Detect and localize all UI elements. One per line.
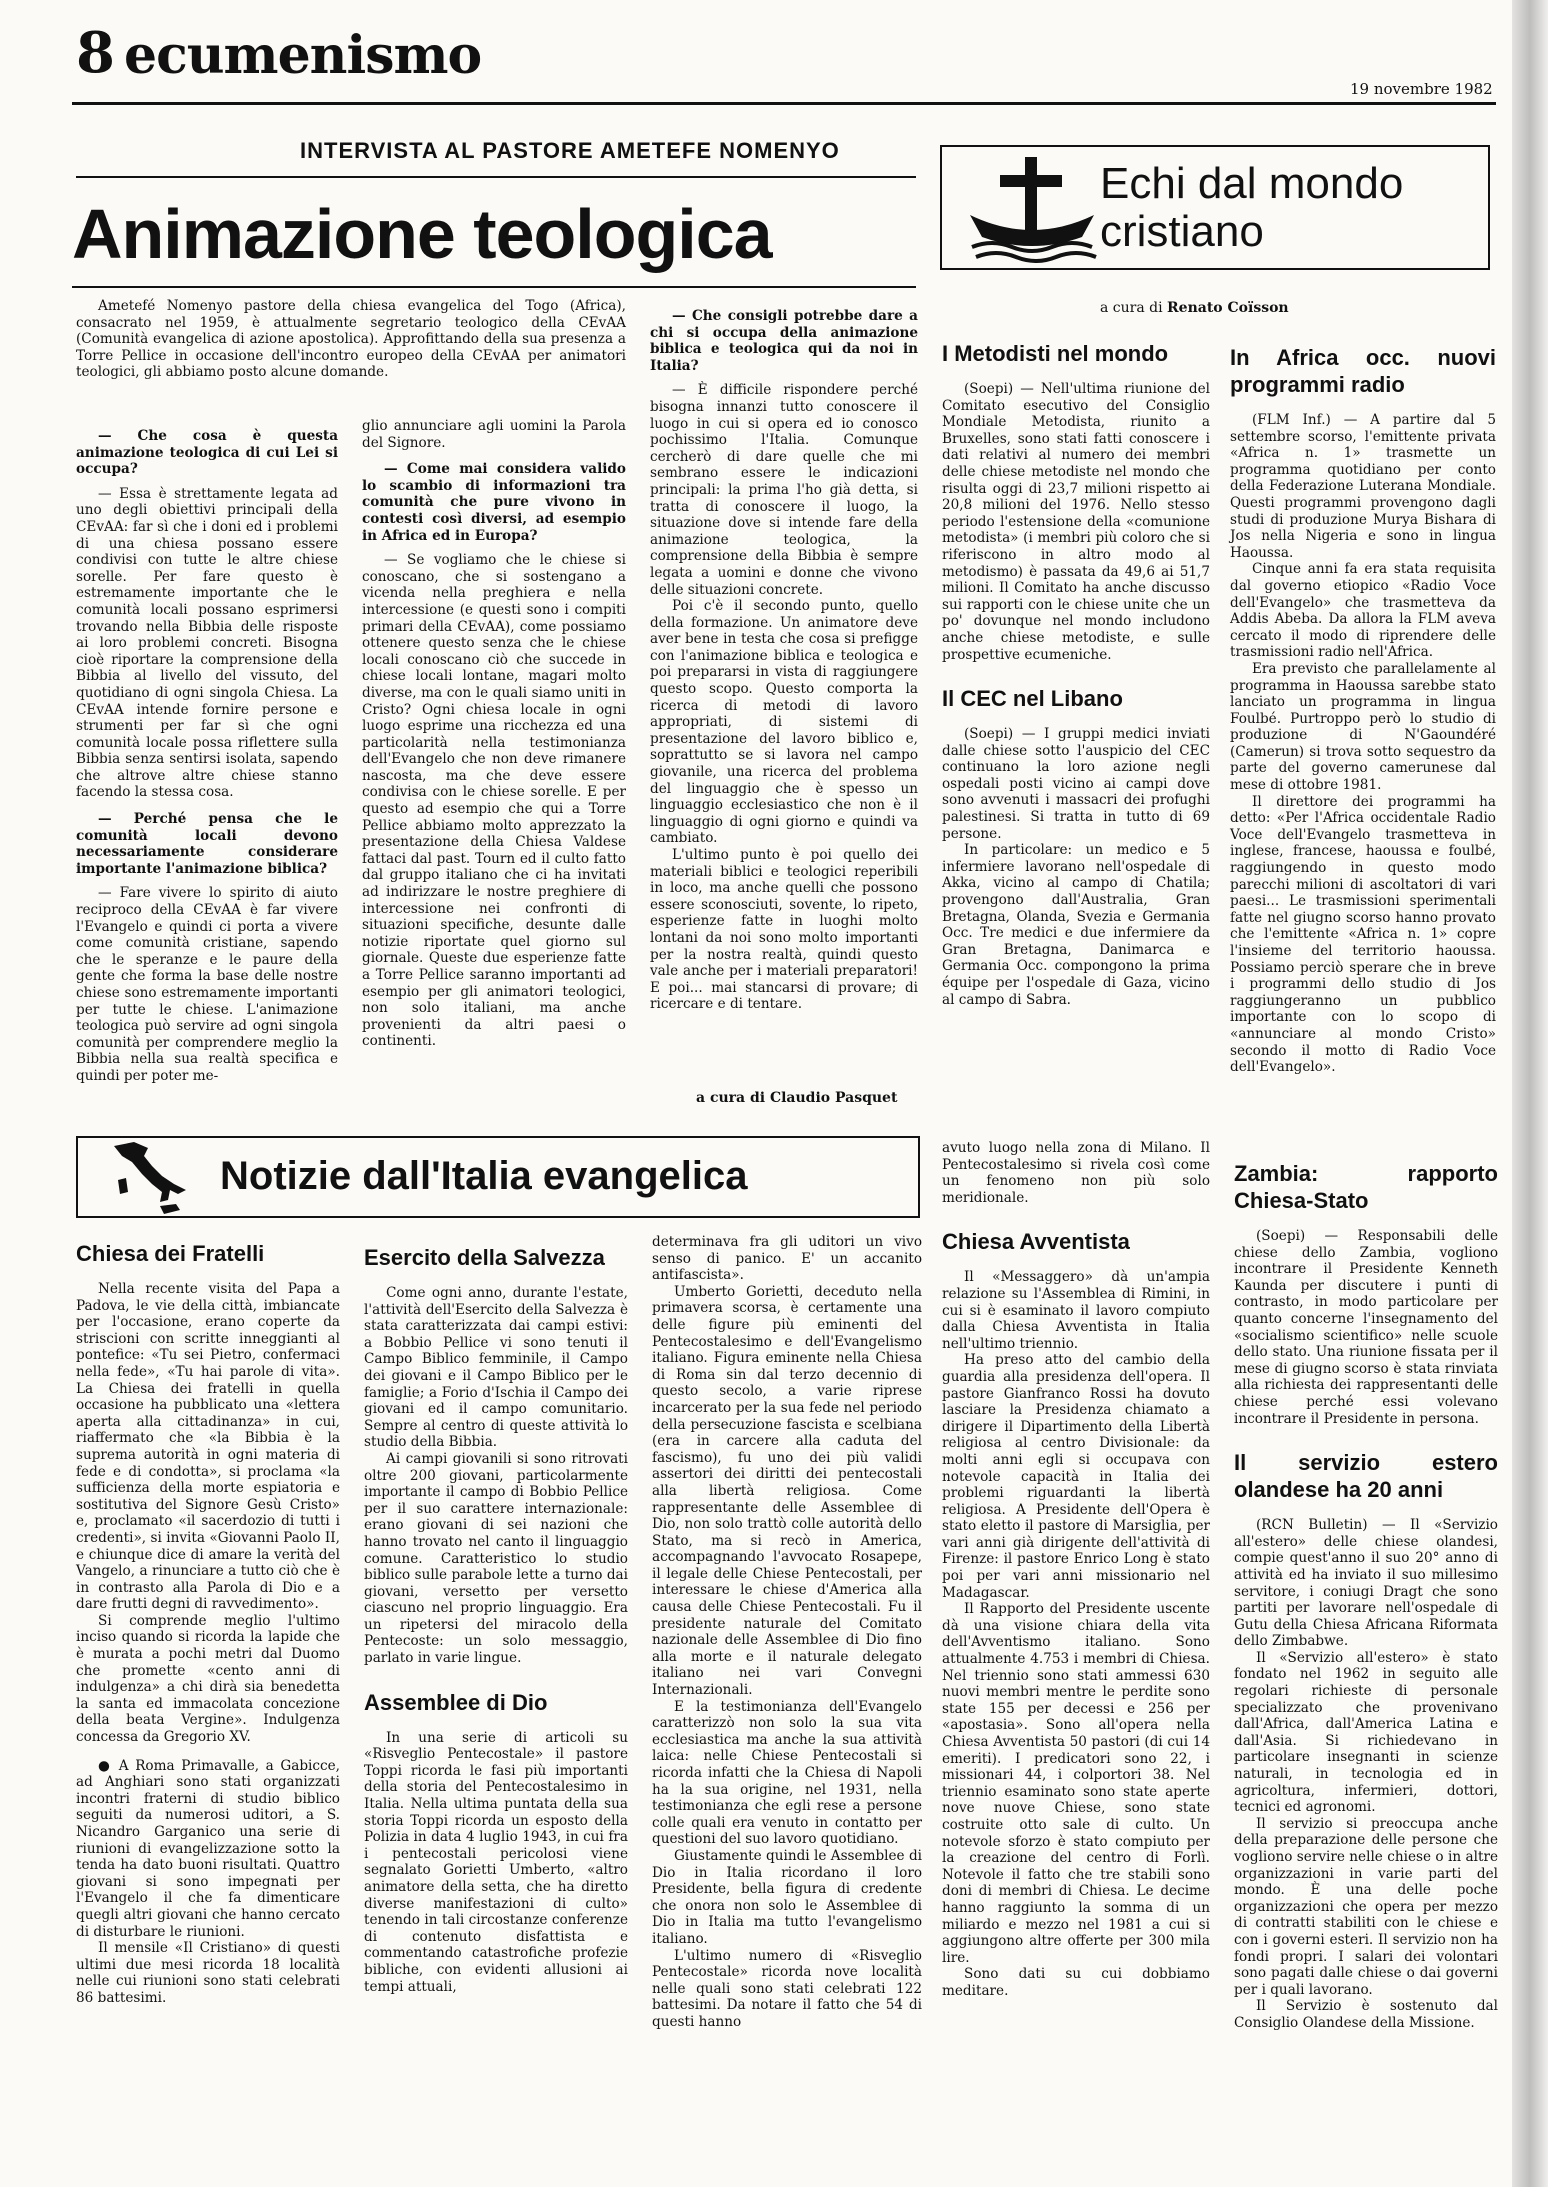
paragraph: Il direttore dei programmi ha detto: «Per l'Africa occidentale Radio Voce dell'Evangelo trasmetteva in inglese, francese, haoussa e foulbé, raggiungendo in questo modo parecchi milioni di ascoltatori di vari paesi... Le trasmissioni sperimentali fatte nel giugno scorso hanno provato che l'emittente «Africa n. 1» copre l'insieme del territorio haoussa. Possiamo perciò sperare che in breve i programmi dello studio di Jos raggiungeranno un pubblico importante con lo scopo di «annunciare al mondo Cristo» secondo il motto di Radio Voce dell'Evangelo».: [1230, 793, 1496, 1076]
interview-title: Animazione teologica: [72, 195, 772, 273]
echi-column-2: [1230, 344, 1496, 1076]
italy-map-icon: [104, 1140, 194, 1216]
paragraph: — È difficile rispondere perché bisogna innanzi tutto conoscere il luogo in cui si opera ed io conosco pochissimo l'Italia. Comunque cercherò di dare quelle che mi sembrano essere le indicazioni principali: la prima l'ho già detta, si tratta di conoscere il luogo, la situazione dove si intende fare della animazione teologica, la comprensione della Bibbia è sempre legata a uomini e donne che vivono delle situazioni concrete.: [650, 382, 918, 598]
paragraph: glio annunciare agli uomini la Parola del Signore.: [362, 418, 626, 451]
interview-kicker: INTERVISTA AL PASTORE AMETEFE NOMENYO: [300, 138, 840, 163]
paragraph: Il Servizio è sostenuto dal Consiglio Olandese della Missione.: [1234, 1998, 1498, 2031]
paragraph: — Essa è strettamente legata ad uno degli obiettivi principali della CEvAA: far sì che i doni ed i problemi di una chiesa possano essere condivisi con tutte le altre chiese sorelle. Per fare questo è estremamente importante che le comunità locali possano esprimersi trovando nella Bibbia delle risposte ai loro problemi concreti. Bisogna cioè riportare la comprensione della Bibbia al livello del vissuto, del quotidiano di ogni singola Chiesa. La CEvAA intende fornire persone e strumenti per far sì che ogni comunità locale possa riflettere sulla Bibbia senza sentirsi isolata, sapendo che altrove altre chiese stanno facendo la stessa cosa.: [76, 485, 338, 801]
paragraph: Umberto Gorietti, deceduto nella primavera scorsa, è certamente una delle figure più eminenti del Pentecostalesimo e dell'Evangelismo italiano. Figura eminente nella Chiesa di Roma sin dal terzo decennio di questo secolo, a varie riprese incarcerato per la sua fede nel periodo della persecuzione fascista e scelbiana (era in carcere alla caduta del fascismo), fu uno dei più validi assertori dei diritti dei pentecostali alla libertà religiosa. Come rappresentante delle Assemblee di Dio, non solo trattò colle autorità dello Stato, ma si recò in America, accompagnando l'avvocato Rosapepe, il legale delle Chiese Pentecostali, per interessare le chiese d'America alla causa delle Chiese Pentecostali. Fu il presidente naturale del Comitato nazionale delle Assemblee di Dio fino alla morte e il naturale delegato italiano nei vari Convegni Internazionali.: [652, 1283, 922, 1699]
interview-question: — Come mai considera valido lo scambio di informazioni tra comunità che pure vivono in contesti così diversi, ad esempio in Africa ed in Europa?: [362, 461, 626, 544]
paragraph: — Fare vivere lo spirito di aiuto reciproco della CEvAA è far vivere l'Evangelo e quindi ci porta a vivere come comunità cristiane, sapendo che le speranze e le paure della gente che forma la base delle nostre chiese sono estremamente importanti per tutte le chiese. L'animazione teologica può servire ad ogni singola comunità per comprendere meglio la Bibbia nella sua realtà specifica e quindi per poter me-: [76, 885, 338, 1084]
column-heading: Esercito della Salvezza: [364, 1245, 605, 1270]
paragraph: L'ultimo punto è poi quello dei materiali biblici e teologici reperibili in loco, ma anche quelli che possono essere sconosciuti, sovente, lo ripeto, esperienze fatte in luoghi molto lontani da noi sono molto importanti per la nostra realtà, quindi questo vale anche per i materiali preparatori! E poi... mai stancarsi di provare; di ricercare e di tentare.: [650, 847, 918, 1013]
paragraph: Il Rapporto del Presidente uscente dà una visione chiara della vita dell'Avventismo italiano. Sono attualmente 4.753 i membri di Chiesa. Nel triennio sono stati ammessi 630 nuovi membri mentre le perdite sono state 155 per decessi e 256 per «apostasia». Sono all'opera nella Chiesa Avventista 50 pastori (di cui 14 emeriti). I predicatori sono 22, i missionari 44, i colportori 38. Nel triennio esaminato sono state aperte nove nuove Chiese, sono state costruite otto sale di culto. Un notevole sforzo è stato compiuto per la creazione del centro di Forlì. Notevole il fatto che tre stabili sono doni di membri di Chiesa. Le decime hanno raggiunto la somma di un miliardo e mezzo nel 1981 a cui si aggiungono altre offerte per 300 mila lire.: [942, 1601, 1210, 1966]
interview-question: — Che consigli potrebbe dare a chi si occupa della animazione biblica e teologica qui da noi in Italia?: [650, 308, 918, 374]
paragraph: (RCN Bulletin) — Il «Servizio all'estero» delle chiese olandesi, compie quest'anno il suo 20° anno di attività ed ha inviato il suo millesimo servitore, i coniugi Dragt che sono partiti per lavorare nell'ospedale di Gutu della Chiesa Africana Riformata dello Zimbabwe.: [1234, 1517, 1498, 1650]
echi-header-box: [940, 145, 1490, 270]
column-heading: Chiesa Avventista: [942, 1229, 1130, 1255]
paragraph: Il «Messaggero» dà un'ampia relazione su l'Assemblea di Rimini, in cui si è esaminato il lavoro compiuto dalla Chiesa Avventista in Italia nell'ultimo triennio.: [942, 1269, 1210, 1352]
echi-byline-prefix: a cura di: [1100, 300, 1163, 316]
paragraph: Il mensile «Il Cristiano» di questi ultimi due mesi ricorda 18 località nelle cui riunioni sono stati celebrati 86 battesimi.: [76, 1940, 340, 2006]
notizie-column-4: [942, 1140, 1210, 2000]
paragraph: Sono dati su cui dobbiamo meditare.: [942, 1966, 1210, 1999]
page-number: 8: [76, 20, 115, 86]
paragraph: (Soepi) — I gruppi medici inviati dalle chiese sotto l'auspicio del CEC continuano la loro azione negli ospedali posti vicino ai campi dove sono avvenuti i massacri dei profughi palestinesi. Si tratta in tutto di 69 persone.: [942, 726, 1210, 842]
column-heading: Chiesa dei Fratelli: [76, 1241, 265, 1266]
paragraph: Giustamente quindi le Assemblee di Dio in Italia ricordano il loro Presidente, bella figura di credente che onora non solo le Assemblee di Dio in Italia ma tutto l'evangelismo italiano.: [652, 1847, 922, 1947]
paragraph: In particolare: un medico e 5 infermiere lavorano nell'ospedale di Akka, vicino al campo di Chatila; provengono dall'Australia, Gran Bretagna, Olanda, Svezia e Germania Occ. Tre medici e due infermiere da Gran Bretagna, Danimarca e Germania Occ. compongono la prima équipe per l'ospedale di Gaza, vicino al campo di Sabra.: [942, 842, 1210, 1008]
column-heading: Il servizio estero olandese ha 20 anni: [1234, 1450, 1498, 1503]
notizie-column-3: [652, 1234, 922, 2031]
paragraph: Come ogni anno, durante l'estate, l'attività dell'Esercito della Salvezza è stata caratterizzata dai campi estivi: a Bobbio Pellice vi sono tenuti il Campo Biblico femminile, il Campo dei giovani e il Campo Biblico per le famiglie; a Forio d'Ischia il Campo dei giovani ed il campo comunitario. Sempre al centro di queste attività lo studio della Bibbia.: [364, 1285, 628, 1451]
issue-date: 19 novembre 1982: [1350, 80, 1493, 98]
interview-column-2: [362, 418, 626, 1050]
paragraph: — Se vogliamo che le chiese si conoscano, che si sostengano a vicenda nella preghiera e nella intercessione (e questi sono i compiti primari della CEvAA), come possiamo ottenere questo senza che le chiese locali conoscano ciò che succede in chiese locali lontane, magari molto diverse, ma con le quali siamo uniti in Cristo? Ogni chiesa locale in ogni luogo esprime una ricchezza ed una particolarità nella testimonianza dell'Evangelo che non deve rimanere nascosta, ma che deve essere condivisa con le chiese sorelle. E per questo ad esempio che qui a Torre Pellice abbiamo molto apprezzato la presentazione della Chiesa Valdese fattaci dal past. Tourn ed il culto fatto dal gruppo italiano che ci ha invitati ad indirizzare le nostre preghiere di intercessione nei confronti di situazioni specifiche, desunte dalle notizie riportate quel giorno sul giornale. Queste due esperienze fatte a Torre Pellice saranno importanti ad esempio per gli animatori teologici, non solo italiani, ma anche provenienti da altri paesi o continenti.: [362, 552, 626, 1050]
paragraph: Ha preso atto del cambio della guardia alla presidenza dell'opera. Il pastore Gianfranco Rossi ha dovuto lasciare la Presidenza chiamato a dirigere il Dipartimento della Libertà religiosa al centro Divisionale: da molti anni egli si occupava con notevole capacità in Italia dei problemi riguardanti la libertà religiosa. A Presidente dell'Opera è stato eletto il pastore di Marsiglia, per vari anni già dirigente dell'attività di Firenze: il pastore Enrico Long è stato poi per vari anni missionario nel Madagascar.: [942, 1352, 1210, 1601]
echi-title-line1: Echi dal mondo: [1100, 159, 1404, 208]
paragraph: E la testimonianza dell'Evangelo caratterizzò non solo la sua vita ecclesiastica ma anche la sua attività laica: nelle Chiese Pentecostali si ricorda infatti che la Chiesa di Napoli ha la sua origine, nel 1931, nella testimonianza che egli rese a persone colle quali era venuto in contatto per questioni del suo lavoro quotidiano.: [652, 1698, 922, 1848]
paragraph: L'ultimo numero di «Risveglio Pentecostale» ricorda nove località nelle quali sono stati celebrati 122 battesimi. Da notare il fatto che 54 di questi hanno: [652, 1947, 922, 2030]
cross-ship-icon: [962, 153, 1102, 263]
interview-column-1: [76, 418, 338, 1085]
column-heading: I Metodisti nel mondo: [942, 341, 1169, 366]
kicker-rule: [76, 176, 916, 178]
paragraph: Il servizio si preoccupa anche della preparazione delle persone che vogliono servire nelle chiese o in altre organizzazioni in varie parti del mondo. È una delle poche organizzazioni che opera per mezzo di contratti stabiliti con le chiese e con i governi esteri. Il servizio non ha fondi propri. I salari dei volontari sono pagati dalle chiese o dai governi per i quali lavorano.: [1234, 1815, 1498, 1998]
paragraph: Ai campi giovanili si sono ritrovati oltre 200 giovani, particolarmente importante il campo di Bobbio Pellice per il suo carattere internazionale: erano giovani di sei nazioni che hanno trovato nel canto il linguaggio comune. Caratteristico lo studio biblico sulle parabole lette a turno dai giovani, versetto per versetto ciascuno nel proprio linguaggio. Era un ripetersi del miracolo della Pentecoste: un solo messaggio, parlato in varie lingue.: [364, 1450, 628, 1667]
paragraph: determinava fra gli uditori un vivo senso di panico. E' un accanito antifascista».: [652, 1234, 922, 1284]
interview-question: — Che cosa è questa animazione teologica di cui Lei si occupa?: [76, 428, 338, 478]
paragraph: Cinque anni fa era stata requisita dal governo etiopico «Radio Voce dell'Evangelo» che trasmetteva da Addis Abeba. Da allora la FLM aveva cercato il modo di riprendere delle trasmissioni radio nell'Africa.: [1230, 561, 1496, 661]
notizie-column-5: [1234, 1160, 1498, 2032]
notizie-column-1: [76, 1240, 340, 2007]
paragraph: In una serie di articoli su «Risveglio Pentecostale» il pastore Toppi ricorda le fasi più importanti della storia del Pentecostalesimo in Italia. Nella ultima puntata della sua storia Toppi ricorda un esposto della Polizia in data 4 luglio 1943, in cui fra i pentecostali pericolosi viene segnalato Gorietti Umberto, «altro animatore della setta, che ha diretto diverse manifestazioni di culto» tenendo in tali circostanze conferenze di contenuto disfattista e commentando catastrofiche profezie bibliche, con evidenti allusioni ai tempi attuali,: [364, 1729, 628, 1995]
paragraph: Poi c'è il secondo punto, quello della formazione. Un animatore deve aver bene in testa che cosa si prefigge con l'animazione biblica e teologica e poi prepararsi in vista di raggiungere questo scopo. Questo comporta la ricerca di metodi di lavoro appropriati, di sistemi di presentazione del lavoro biblico e, soprattutto se si lavora nel campo giovanile, una ricerca del problema del linguaggio che è spesso un linguaggio ecclesiastico che non è il linguaggio di ogni giorno e quindi va cambiato.: [650, 598, 918, 847]
column-heading: Zambia: rapporto Chiesa-Stato: [1234, 1161, 1498, 1213]
notizie-title: Notizie dall'Italia evangelica: [220, 1154, 748, 1198]
paragraph: Si comprende meglio l'ultimo inciso quando si ricorda la lapide che è murata a pochi metri dal Duomo che promette «cento anni di indulgenza» a chi dirà sia benedetta la santa ed immacolata concezione della beata Vergine». Indulgenza concessa da Gregorio XV.: [76, 1612, 340, 1746]
title-rule: [72, 286, 916, 288]
interview-column-3: [650, 298, 918, 1013]
paragraph: (FLM Inf.) — A partire dal 5 settembre scorso, l'emittente privata «Africa n. 1» trasmette un programma quotidiano per conto della Federazione Luterana Mondiale. Questi programmi provengono dagli studi di produzione Murya Bishara di Jos nella Nigeria e sono in lingua Haoussa.: [1230, 412, 1496, 561]
echi-column-1: [942, 340, 1210, 1008]
section-name: ecumenismo: [124, 25, 482, 86]
paragraph: avuto luogo nella zona di Milano. Il Pentecostalesimo si rivela così come un fenomeno non più solo meridionale.: [942, 1140, 1210, 1206]
echi-byline-name: Renato Coïsson: [1167, 300, 1289, 316]
interview-question: — Perché pensa che le comunità locali devono necessariamente considerare importante l'animazione biblica?: [76, 811, 338, 877]
column-heading: Il CEC nel Libano: [942, 686, 1123, 712]
notizie-column-2: [364, 1244, 628, 1995]
column-heading: Assemblee di Dio: [364, 1689, 548, 1715]
column-heading: In Africa occ. nuovi programmi radio: [1230, 345, 1496, 397]
interview-byline: a cura di Claudio Pasquet: [696, 1090, 898, 1106]
paragraph: Il «Servizio all'estero» è stato fondato nel 1962 in seguito alle regolari richieste di personale specializzato che provenivano dall'Africa, dall'America Latina e dall'Asia. Si richiedevano in particolare insegnanti in scienze naturali, in tecnologia ed in agricoltura, infermieri, dottori, tecnici ed agronomi.: [1234, 1649, 1498, 1816]
echi-byline: [1100, 300, 1289, 316]
notizie-header-box: [76, 1136, 920, 1218]
paragraph: (Soepi) — Responsabili delle chiese dello Zambia, vogliono incontrare il Presidente Kenneth Kaunda per discutere i punti di contrasto, in modo particolare per quanto concerne l'insegnamento del «socialismo scientifico» nelle scuole dello stato. Una riunione fissata per il mese di giugno scorso è stata rinviata alla richiesta dei rappresentanti delle chiese perché essi volevano incontrare il Presidente in persona.: [1234, 1228, 1498, 1427]
masthead-rule: [72, 102, 1496, 105]
intro-paragraph: Ametefé Nomenyo pastore della chiesa evangelica del Togo (Africa), consacrato nel 1959, è attualmente segretario teologico della CEvAA (Comunità evangelica di azione apostolica). Approfittando della sua presenza a Torre Pellice in occasione dell'incontro europeo della CEvAA per animatori teologici, gli abbiamo posto alcune domande.: [76, 298, 626, 381]
echi-title-line2: cristiano: [1100, 207, 1264, 256]
paragraph: (Soepi) — Nell'ultima riunione del Comitato esecutivo del Consiglio Mondiale Metodista, riunito a Bruxelles, sono stati fatti conoscere i dati relativi al numero dei membri delle chiese metodiste nel mondo che risulta oggi di 23,7 milioni rispetto ai 20,8 milioni del 1976. Nello stesso periodo l'estensione della «comunione metodista» (i membri più coloro che si riferiscono in altro modo al metodismo) è passata da 49,6 ai 51,7 milioni. Il Comitato ha anche discusso sui rapporti con le chiese unite che un po' dovunque nel mondo includono anche chiese metodiste, e sulle prospettive ecumeniche.: [942, 381, 1210, 663]
scan-edge: [1512, 0, 1548, 2187]
paragraph: ● A Roma Primavalle, a Gabicce, ad Anghiari sono stati organizzati incontri fraterni di studio biblico seguiti da numerosi uditori, a S. Nicandro Garganico una serie di riunioni di evangelizzazione sotto la tenda ha dato buoni risultati. Quattro giovani si sono impegnati per l'Evangelo il che fa dimenticare quegli altri giovani che hanno cercato di disturbare le riunioni.: [76, 1757, 340, 1940]
paragraph: Nella recente visita del Papa a Padova, le vie della città, imbiancate per l'occasione, erano coperte da striscioni con scritte inneggianti al pontefice: «Tu sei Pietro, confermaci nella fede», «Tu hai parole di vita». La Chiesa dei fratelli in quella occasione ha pubblicato una «lettera aperta alla cittadinanza» in cui, riaffermato che «la Bibbia è la suprema autorità in ogni materia di fede e di condotta», si proclama «la sufficienza della morte espiatoria e sostitutiva del Signore Gesù Cristo» e, proclamato «il sacerdozio di tutti i credenti», si invita «Giovanni Paolo II, e chiunque dice di amare la verità del Vangelo, a rinunciare a tutto ciò che è in contrasto alla Parola di Dio e a dare frutti degni di ravvedimento».: [76, 1281, 340, 1613]
interview-intro: [76, 298, 626, 381]
paragraph: Era previsto che parallelamente al programma in Haoussa sarebbe stato lanciato un programma in lingua Foulbé. Purtroppo però lo studio di produzione di N'Gaoundéré (Camerun) si trova sotto sequestro da parte del governo camerunese dal mese di ottobre 1981.: [1230, 660, 1496, 794]
